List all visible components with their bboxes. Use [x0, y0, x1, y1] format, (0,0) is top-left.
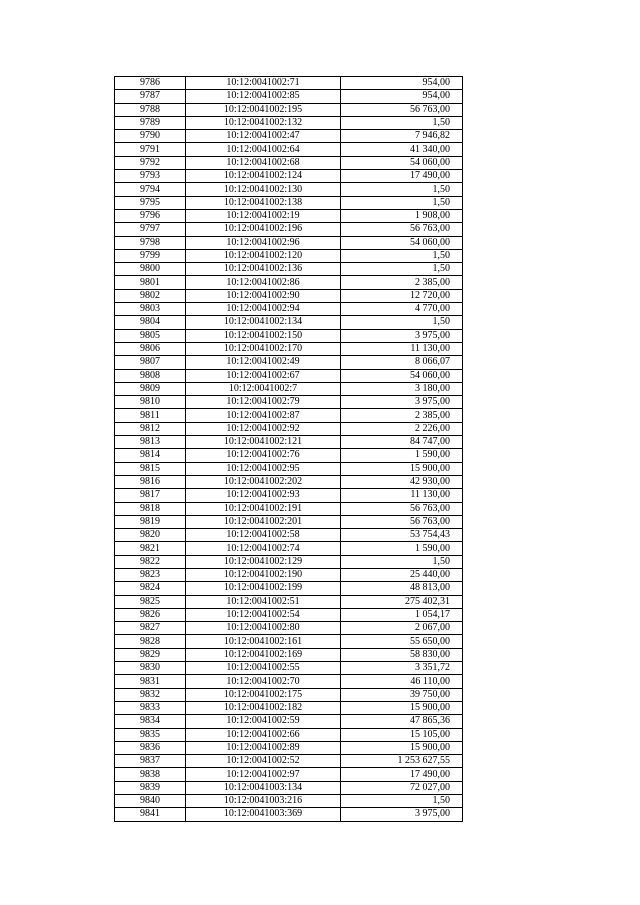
row-number-cell: 9795 [115, 196, 186, 209]
cadastral-number-cell: 10:12:0041002:161 [186, 635, 341, 648]
amount-cell: 954,00 [341, 90, 463, 103]
amount-cell: 3 975,00 [341, 329, 463, 342]
cadastral-number-cell: 10:12:0041002:90 [186, 289, 341, 302]
row-number-cell: 9813 [115, 436, 186, 449]
table-row [115, 635, 463, 648]
row-number-cell: 9788 [115, 103, 186, 116]
amount-cell: 15 900,00 [341, 462, 463, 475]
table-row [115, 582, 463, 595]
cadastral-number-cell: 10:12:0041002:95 [186, 462, 341, 475]
amount-cell: 15 900,00 [341, 741, 463, 754]
cadastral-number-cell: 10:12:0041002:182 [186, 701, 341, 714]
cadastral-number-cell: 10:12:0041002:66 [186, 728, 341, 741]
row-number-cell: 9825 [115, 595, 186, 608]
row-number-cell: 9837 [115, 755, 186, 768]
amount-cell: 1,50 [341, 196, 463, 209]
row-number-cell: 9791 [115, 143, 186, 156]
cadastral-number-cell: 10:12:0041002:70 [186, 675, 341, 688]
row-number-cell: 9792 [115, 156, 186, 169]
amount-cell: 54 060,00 [341, 236, 463, 249]
row-number-cell: 9834 [115, 715, 186, 728]
amount-cell: 56 763,00 [341, 223, 463, 236]
table-row [115, 715, 463, 728]
row-number-cell: 9807 [115, 356, 186, 369]
amount-cell: 1,50 [341, 795, 463, 808]
table-row [115, 263, 463, 276]
row-number-cell: 9812 [115, 422, 186, 435]
table-row [115, 276, 463, 289]
table-row [115, 555, 463, 568]
cadastral-number-cell: 10:12:0041002:89 [186, 741, 341, 754]
table-row [115, 143, 463, 156]
table-row [115, 755, 463, 768]
amount-cell: 1 054,17 [341, 608, 463, 621]
row-number-cell: 9793 [115, 170, 186, 183]
row-number-cell: 9836 [115, 741, 186, 754]
amount-cell: 11 130,00 [341, 342, 463, 355]
cadastral-number-cell: 10:12:0041003:369 [186, 808, 341, 821]
amount-cell: 48 813,00 [341, 582, 463, 595]
cadastral-number-cell: 10:12:0041002:79 [186, 396, 341, 409]
cadastral-number-cell: 10:12:0041002:80 [186, 622, 341, 635]
amount-cell: 2 067,00 [341, 622, 463, 635]
table-row [115, 130, 463, 143]
row-number-cell: 9822 [115, 555, 186, 568]
cadastral-number-cell: 10:12:0041002:68 [186, 156, 341, 169]
table-row [115, 675, 463, 688]
row-number-cell: 9815 [115, 462, 186, 475]
amount-cell: 3 351,72 [341, 662, 463, 675]
cadastral-number-cell: 10:12:0041002:190 [186, 568, 341, 581]
table-row [115, 382, 463, 395]
row-number-cell: 9796 [115, 209, 186, 222]
amount-cell: 41 340,00 [341, 143, 463, 156]
row-number-cell: 9841 [115, 808, 186, 821]
table-row [115, 808, 463, 821]
amount-cell: 1 908,00 [341, 209, 463, 222]
amount-cell: 12 720,00 [341, 289, 463, 302]
row-number-cell: 9809 [115, 382, 186, 395]
amount-cell: 55 650,00 [341, 635, 463, 648]
row-number-cell: 9797 [115, 223, 186, 236]
cadastral-number-cell: 10:12:0041002:134 [186, 316, 341, 329]
cadastral-table [114, 76, 463, 822]
table-row [115, 249, 463, 262]
cadastral-number-cell: 10:12:0041002:19 [186, 209, 341, 222]
amount-cell: 7 946,82 [341, 130, 463, 143]
row-number-cell: 9831 [115, 675, 186, 688]
cadastral-number-cell: 10:12:0041002:136 [186, 263, 341, 276]
row-number-cell: 9824 [115, 582, 186, 595]
cadastral-number-cell: 10:12:0041002:138 [186, 196, 341, 209]
table-row [115, 515, 463, 528]
table-row [115, 103, 463, 116]
row-number-cell: 9787 [115, 90, 186, 103]
row-number-cell: 9816 [115, 475, 186, 488]
cadastral-number-cell: 10:12:0041002:59 [186, 715, 341, 728]
amount-cell: 84 747,00 [341, 436, 463, 449]
amount-cell: 58 830,00 [341, 648, 463, 661]
amount-cell: 54 060,00 [341, 156, 463, 169]
row-number-cell: 9789 [115, 116, 186, 129]
row-number-cell: 9817 [115, 489, 186, 502]
table-row [115, 90, 463, 103]
amount-cell: 54 060,00 [341, 369, 463, 382]
table-row [115, 289, 463, 302]
cadastral-number-cell: 10:12:0041002:55 [186, 662, 341, 675]
table-row [115, 529, 463, 542]
table-row [115, 595, 463, 608]
amount-cell: 3 975,00 [341, 808, 463, 821]
cadastral-number-cell: 10:12:0041002:196 [186, 223, 341, 236]
cadastral-number-cell: 10:12:0041002:97 [186, 768, 341, 781]
amount-cell: 3 975,00 [341, 396, 463, 409]
table-row [115, 688, 463, 701]
amount-cell: 72 027,00 [341, 781, 463, 794]
row-number-cell: 9790 [115, 130, 186, 143]
row-number-cell: 9832 [115, 688, 186, 701]
amount-cell: 56 763,00 [341, 103, 463, 116]
amount-cell: 954,00 [341, 77, 463, 90]
amount-cell: 1,50 [341, 249, 463, 262]
table-row [115, 342, 463, 355]
row-number-cell: 9835 [115, 728, 186, 741]
row-number-cell: 9821 [115, 542, 186, 555]
row-number-cell: 9804 [115, 316, 186, 329]
amount-cell: 15 900,00 [341, 701, 463, 714]
table-row [115, 701, 463, 714]
cadastral-number-cell: 10:12:0041002:67 [186, 369, 341, 382]
row-number-cell: 9800 [115, 263, 186, 276]
row-number-cell: 9818 [115, 502, 186, 515]
amount-cell: 47 865,36 [341, 715, 463, 728]
amount-cell: 1,50 [341, 555, 463, 568]
cadastral-number-cell: 10:12:0041002:87 [186, 409, 341, 422]
amount-cell: 4 770,00 [341, 303, 463, 316]
table-row [115, 741, 463, 754]
amount-cell: 1,50 [341, 116, 463, 129]
cadastral-number-cell: 10:12:0041002:130 [186, 183, 341, 196]
table-row [115, 449, 463, 462]
table-row [115, 236, 463, 249]
table-row [115, 170, 463, 183]
row-number-cell: 9827 [115, 622, 186, 635]
cadastral-number-cell: 10:12:0041002:202 [186, 475, 341, 488]
row-number-cell: 9823 [115, 568, 186, 581]
table-row [115, 768, 463, 781]
table-body [115, 77, 463, 822]
amount-cell: 1 253 627,55 [341, 755, 463, 768]
row-number-cell: 9814 [115, 449, 186, 462]
cadastral-number-cell: 10:12:0041002:64 [186, 143, 341, 156]
cadastral-number-cell: 10:12:0041002:71 [186, 77, 341, 90]
amount-cell: 1 590,00 [341, 542, 463, 555]
table-row [115, 329, 463, 342]
cadastral-number-cell: 10:12:0041002:94 [186, 303, 341, 316]
cadastral-number-cell: 10:12:0041002:124 [186, 170, 341, 183]
amount-cell: 53 754,43 [341, 529, 463, 542]
cadastral-number-cell: 10:12:0041002:169 [186, 648, 341, 661]
row-number-cell: 9830 [115, 662, 186, 675]
cadastral-number-cell: 10:12:0041002:120 [186, 249, 341, 262]
table-row [115, 396, 463, 409]
row-number-cell: 9839 [115, 781, 186, 794]
amount-cell: 17 490,00 [341, 170, 463, 183]
table-row [115, 303, 463, 316]
table-row [115, 648, 463, 661]
row-number-cell: 9794 [115, 183, 186, 196]
table-row [115, 502, 463, 515]
table-row [115, 316, 463, 329]
amount-cell: 1,50 [341, 183, 463, 196]
table-row [115, 542, 463, 555]
row-number-cell: 9810 [115, 396, 186, 409]
amount-cell: 8 066,07 [341, 356, 463, 369]
row-number-cell: 9833 [115, 701, 186, 714]
table-row [115, 781, 463, 794]
table-row [115, 728, 463, 741]
table-row [115, 475, 463, 488]
cadastral-number-cell: 10:12:0041002:175 [186, 688, 341, 701]
row-number-cell: 9803 [115, 303, 186, 316]
table-row [115, 369, 463, 382]
cadastral-number-cell: 10:12:0041002:7 [186, 382, 341, 395]
cadastral-number-cell: 10:12:0041002:93 [186, 489, 341, 502]
row-number-cell: 9838 [115, 768, 186, 781]
cadastral-number-cell: 10:12:0041002:74 [186, 542, 341, 555]
table-row [115, 196, 463, 209]
row-number-cell: 9811 [115, 409, 186, 422]
amount-cell: 46 110,00 [341, 675, 463, 688]
cadastral-number-cell: 10:12:0041002:121 [186, 436, 341, 449]
row-number-cell: 9802 [115, 289, 186, 302]
cadastral-number-cell: 10:12:0041002:49 [186, 356, 341, 369]
row-number-cell: 9829 [115, 648, 186, 661]
cadastral-number-cell: 10:12:0041002:129 [186, 555, 341, 568]
cadastral-number-cell: 10:12:0041002:132 [186, 116, 341, 129]
cadastral-number-cell: 10:12:0041002:191 [186, 502, 341, 515]
cadastral-number-cell: 10:12:0041002:76 [186, 449, 341, 462]
table-row [115, 409, 463, 422]
amount-cell: 39 750,00 [341, 688, 463, 701]
table-row [115, 462, 463, 475]
row-number-cell: 9786 [115, 77, 186, 90]
table-row [115, 489, 463, 502]
table-row [115, 156, 463, 169]
cadastral-number-cell: 10:12:0041002:199 [186, 582, 341, 595]
amount-cell: 3 180,00 [341, 382, 463, 395]
table-row [115, 116, 463, 129]
row-number-cell: 9828 [115, 635, 186, 648]
amount-cell: 2 226,00 [341, 422, 463, 435]
amount-cell: 15 105,00 [341, 728, 463, 741]
row-number-cell: 9826 [115, 608, 186, 621]
row-number-cell: 9808 [115, 369, 186, 382]
cadastral-number-cell: 10:12:0041002:170 [186, 342, 341, 355]
table-row [115, 77, 463, 90]
amount-cell: 56 763,00 [341, 515, 463, 528]
cadastral-number-cell: 10:12:0041002:85 [186, 90, 341, 103]
row-number-cell: 9820 [115, 529, 186, 542]
cadastral-number-cell: 10:12:0041002:201 [186, 515, 341, 528]
amount-cell: 11 130,00 [341, 489, 463, 502]
table-row [115, 608, 463, 621]
cadastral-number-cell: 10:12:0041002:52 [186, 755, 341, 768]
table-row [115, 183, 463, 196]
row-number-cell: 9805 [115, 329, 186, 342]
cadastral-number-cell: 10:12:0041003:216 [186, 795, 341, 808]
amount-cell: 17 490,00 [341, 768, 463, 781]
amount-cell: 2 385,00 [341, 276, 463, 289]
amount-cell: 2 385,00 [341, 409, 463, 422]
cadastral-number-cell: 10:12:0041002:195 [186, 103, 341, 116]
cadastral-number-cell: 10:12:0041002:51 [186, 595, 341, 608]
row-number-cell: 9801 [115, 276, 186, 289]
cadastral-number-cell: 10:12:0041002:58 [186, 529, 341, 542]
table-row [115, 209, 463, 222]
table-row [115, 568, 463, 581]
amount-cell: 42 930,00 [341, 475, 463, 488]
cadastral-number-cell: 10:12:0041002:86 [186, 276, 341, 289]
row-number-cell: 9840 [115, 795, 186, 808]
amount-cell: 1,50 [341, 263, 463, 276]
amount-cell: 1,50 [341, 316, 463, 329]
cadastral-number-cell: 10:12:0041002:150 [186, 329, 341, 342]
table-row [115, 795, 463, 808]
table-row [115, 223, 463, 236]
cadastral-number-cell: 10:12:0041002:96 [186, 236, 341, 249]
table-row [115, 356, 463, 369]
row-number-cell: 9819 [115, 515, 186, 528]
row-number-cell: 9799 [115, 249, 186, 262]
cadastral-number-cell: 10:12:0041002:54 [186, 608, 341, 621]
cadastral-number-cell: 10:12:0041002:92 [186, 422, 341, 435]
table-row [115, 436, 463, 449]
amount-cell: 1 590,00 [341, 449, 463, 462]
amount-cell: 275 402,31 [341, 595, 463, 608]
table-row [115, 422, 463, 435]
row-number-cell: 9806 [115, 342, 186, 355]
table-row [115, 622, 463, 635]
amount-cell: 25 440,00 [341, 568, 463, 581]
amount-cell: 56 763,00 [341, 502, 463, 515]
table-row [115, 662, 463, 675]
cadastral-number-cell: 10:12:0041002:47 [186, 130, 341, 143]
cadastral-number-cell: 10:12:0041003:134 [186, 781, 341, 794]
row-number-cell: 9798 [115, 236, 186, 249]
